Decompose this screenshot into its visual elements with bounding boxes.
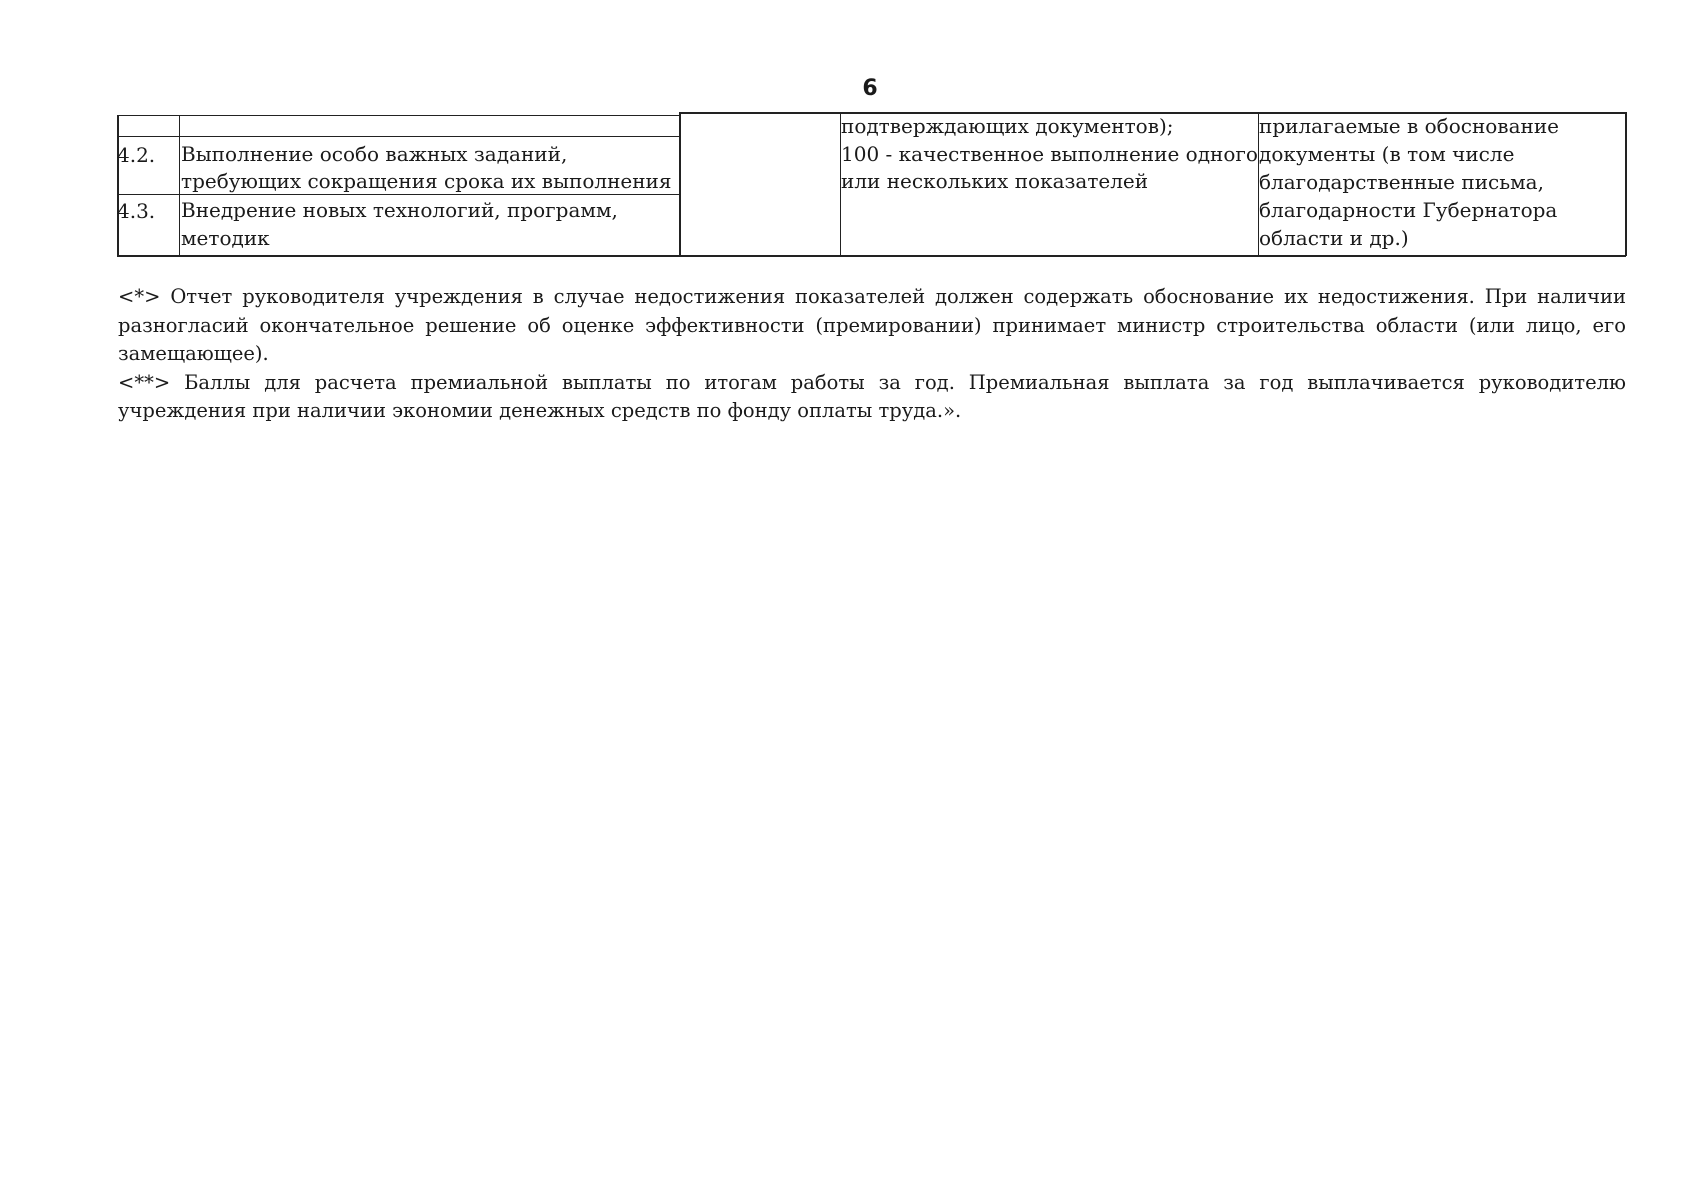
table-border-bottom bbox=[117, 255, 1626, 257]
documents-line: благодарности Губернатора bbox=[1259, 198, 1558, 222]
row-description-line: Внедрение новых технологий, программ, bbox=[181, 198, 618, 222]
criteria-line: или нескольких показателей bbox=[841, 169, 1149, 193]
documents-line: благодарственные письма, bbox=[1259, 170, 1544, 194]
footnote-double-asterisk: <**> Баллы для расчета премиальной выплаты по итогам работы за год. Премиальная выплата за год выплачивается руководителю учреждения при наличии экономии денежных средств по фонду оплаты труда.». bbox=[118, 370, 1626, 422]
table-border-top bbox=[117, 115, 680, 116]
table-border-right bbox=[1625, 112, 1627, 256]
row-description-line: требующих сокращения срока их выполнения bbox=[181, 169, 672, 193]
table-row-divider-1 bbox=[117, 136, 680, 137]
documents-line: области и др.) bbox=[1259, 226, 1409, 250]
documents-line: документы (в том числе bbox=[1259, 142, 1515, 166]
table-col-divider-2 bbox=[679, 112, 681, 256]
row-description-line: Выполнение особо важных заданий, bbox=[181, 142, 568, 166]
row-description-line: методик bbox=[181, 226, 270, 250]
footnote-single-asterisk: <*> Отчет руководителя учреждения в случае недостижения показателей должен содержать обоснование их недостижения. При наличии разногласий окончательное решение об оценке эффективности (премировании) принимает министр строительства области (или лицо, его замещающее). bbox=[118, 285, 1626, 365]
footnotes bbox=[118, 283, 1626, 426]
criteria-line: подтверждающих документов); bbox=[841, 114, 1174, 138]
page-number: 6 bbox=[862, 76, 878, 101]
row-number: 4.2. bbox=[117, 143, 156, 167]
row-number: 4.3. bbox=[117, 199, 156, 223]
criteria-line: 100 - качественное выполнение одного bbox=[841, 142, 1258, 166]
documents-line: прилагаемые в обоснование bbox=[1259, 114, 1559, 138]
criteria-table bbox=[117, 112, 1626, 256]
